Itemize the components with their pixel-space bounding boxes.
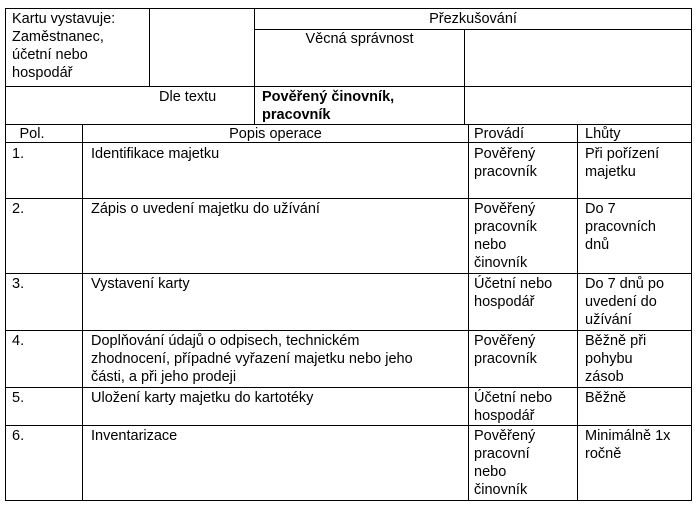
row-divider-3: [5, 330, 692, 331]
row-3-description: Vystavení karty: [91, 276, 190, 292]
row-divider-2: [5, 273, 692, 274]
review-heading: Přezkušování: [429, 11, 517, 27]
authorized-person-label: Pověřený činovník, pracovník: [262, 89, 395, 123]
row-5-item: 5.: [12, 390, 25, 406]
row-4-description: Doplňování údajů o odpisech, technickém zhodnocení, případné vyřazení majetku nebo jeho části, a při jeho prodeji: [91, 333, 413, 385]
row-6-performs: Pověřený pracovní nebo činovník: [474, 428, 536, 498]
row-1-item: 1.: [12, 146, 25, 162]
row-divider-1: [5, 198, 692, 199]
row-4-performs: Pověřený pracovník: [474, 333, 537, 367]
table-border-right: [691, 8, 692, 501]
row-6-description: Inventarizace: [91, 428, 178, 444]
header-divider-main: [5, 86, 692, 87]
row-6-item: 6.: [12, 428, 25, 444]
row-1-performs: Pověřený pracovník: [474, 146, 537, 180]
column-header-performs: Provádí: [474, 126, 524, 142]
column-header-item: Pol.: [19, 126, 45, 142]
body-col-2: [468, 124, 469, 501]
row-4-deadline: Běžně při pohybu zásob: [585, 333, 647, 385]
per-text-label: Dle textu: [159, 89, 217, 105]
row-5-deadline: Běžně: [585, 390, 627, 406]
table-border-left: [5, 8, 6, 501]
column-header-deadlines: Lhůty: [585, 126, 621, 142]
table-border-top: [5, 8, 692, 9]
row-1-description: Identifikace majetku: [91, 146, 220, 162]
column-header-description: Popis operace: [229, 126, 322, 142]
row-3-item: 3.: [12, 276, 25, 292]
factual-correctness-heading: Věcná správnost: [305, 31, 414, 47]
row-5-performs: Účetní nebo hospodář: [474, 390, 553, 424]
row-6-deadline: Minimálně 1x ročně: [585, 428, 671, 462]
row-divider-4: [5, 387, 692, 388]
card-issuer-label: Kartu vystavuje: Zaměstnanec, účetní nebo hospodář: [12, 11, 116, 81]
row-5-description: Uložení karty majetku do kartotéky: [91, 390, 314, 406]
row-2-description: Zápis o uvedení majetku do užívání: [91, 201, 320, 217]
body-col-1: [82, 124, 83, 501]
header-col-1: [149, 8, 150, 87]
row-2-deadline: Do 7 pracovních dnů: [585, 201, 656, 253]
row-2-item: 2.: [12, 201, 25, 217]
row-3-deadline: Do 7 dnů po uvedení do užívání: [585, 276, 665, 328]
row-2-performs: Pověřený pracovník nebo činovník: [474, 201, 537, 271]
row-divider-5: [5, 425, 692, 426]
row-4-item: 4.: [12, 333, 25, 349]
body-col-3: [577, 124, 578, 501]
row-3-performs: Účetní nebo hospodář: [474, 276, 553, 310]
header-col-3: [464, 29, 465, 125]
table-border-bottom: [5, 500, 692, 501]
row-1-deadline: Při pořízení majetku: [585, 146, 660, 180]
